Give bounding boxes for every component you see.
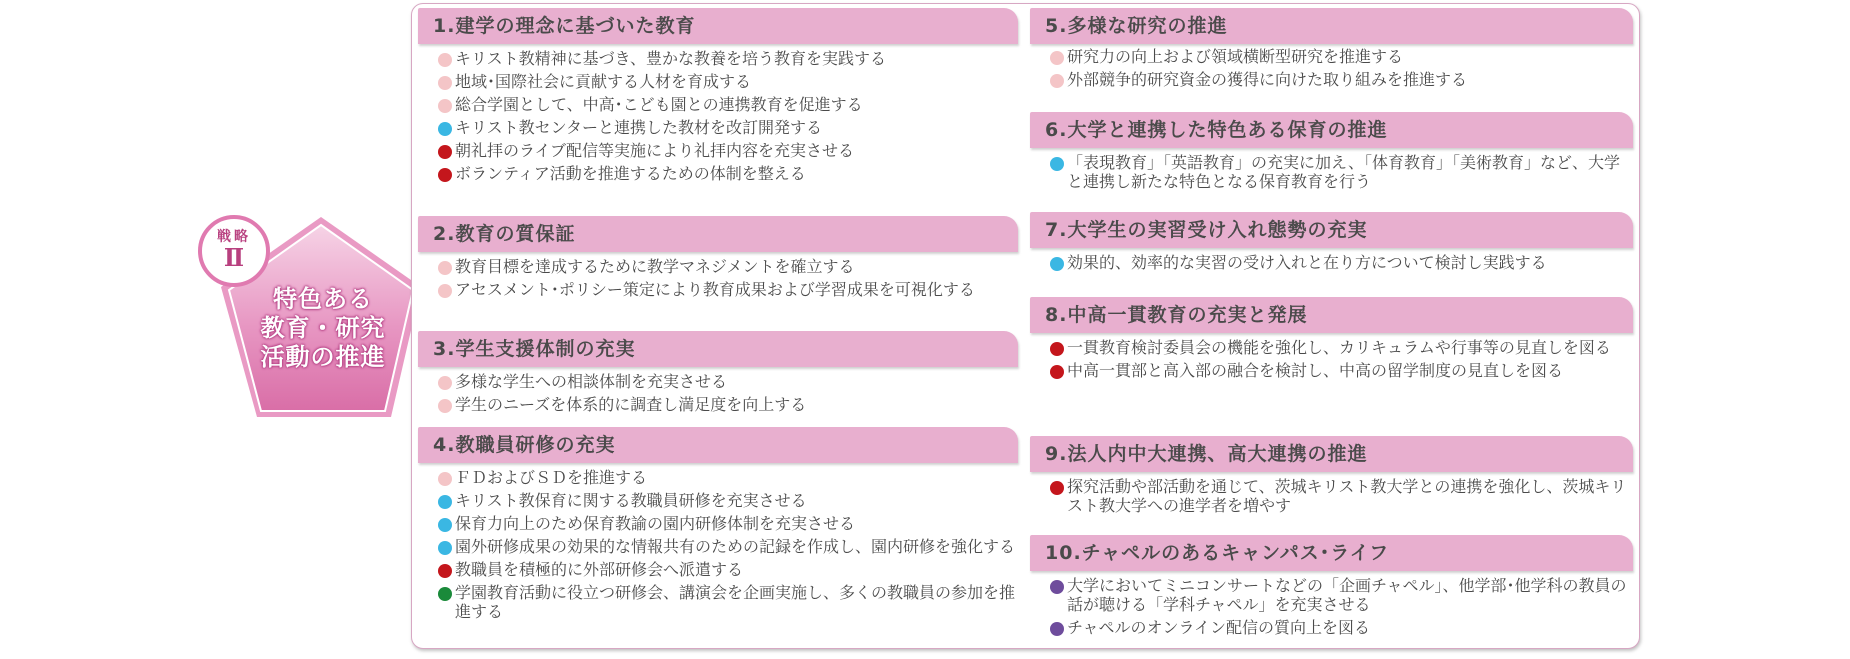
blue-bullet-icon [1050,157,1064,171]
item-text: ボランティア活動を推進するための体制を整える [455,164,806,183]
list-item [1050,477,1633,515]
list-item [438,491,1018,510]
red-bullet-icon [1050,342,1064,356]
red-bullet-icon [1050,481,1064,495]
pink-bullet-icon [438,76,452,90]
list-item [1050,47,1633,66]
badge-label: 戦略 [217,229,251,245]
red-bullet-icon [438,168,452,182]
item-text: 地域･国際社会に貢献する人材を育成する [455,72,752,91]
item-text: 学園教育活動に役立つ研修会、講演会を企画実施し、多くの教職員の参加を推進する [455,583,1016,621]
list-item [438,537,1018,556]
item-text: 探究活動や部活動を通じて、茨城キリスト教大学との連携を強化し、茨城キリスト教大学への進学者を増やす [1067,477,1627,515]
section-title: 10.チャペルのあるキャンパス･ライフ [1030,535,1633,571]
emblem-title [238,285,408,372]
item-list [1030,472,1633,515]
blue-bullet-icon [438,518,452,532]
list-item [438,372,1018,391]
section-title: 1.建学の理念に基づいた教育 [418,8,1018,44]
list-item [438,583,1018,621]
section-title: 3.学生支援体制の充実 [418,331,1018,367]
list-item [1050,576,1633,614]
section-title: 9.法人内中大連携、高大連携の推進 [1030,436,1633,472]
item-list [1030,148,1633,191]
list-item [1050,70,1633,89]
pink-bullet-icon [438,99,452,113]
section-title: 5.多様な研究の推進 [1030,8,1633,44]
section-title: 8.中高一貫教育の充実と発展 [1030,297,1633,333]
blue-bullet-icon [438,122,452,136]
item-list [418,463,1018,621]
item-text: 園外研修成果の効果的な情報共有のための記録を作成し、園内研修を強化する [455,537,1016,556]
item-list [1030,333,1633,380]
purple-bullet-icon [1050,622,1064,636]
section-title: 6.大学と連携した特色ある保育の推進 [1030,112,1633,148]
section-2 [418,216,1018,303]
item-text: アセスメント･ポリシー策定により教育成果および学習成果を可視化する [455,280,975,299]
section-title: 7.大学生の実習受け入れ態勢の充実 [1030,212,1633,248]
strategy-badge [198,215,270,287]
item-text: キリスト教保育に関する教職員研修を充実させる [455,491,807,510]
pink-bullet-icon [438,284,452,298]
section-title: 2.教育の質保証 [418,216,1018,252]
item-text: 大学においてミニコンサートなどの「企画チャペル」、他学部･他学科の教員の話が聴ける「学科チャペル」を充実させる [1067,576,1627,614]
item-text: 外部競争的研究資金の獲得に向けた取り組みを推進する [1067,70,1468,89]
pink-bullet-icon [438,53,452,67]
item-text: 研究力の向上および領域横断型研究を推進する [1067,47,1404,66]
item-text: キリスト教精神に基づき、豊かな教養を培う教育を実践する [455,49,887,68]
section-4 [418,427,1018,625]
section-5 [1030,8,1633,93]
emblem-title-line: 活動の推進 [260,343,386,371]
emblem-title-line: 特色ある [273,285,373,313]
list-item [1050,253,1633,272]
section-1 [418,8,1018,187]
red-bullet-icon [438,145,452,159]
section-title: 4.教職員研修の充実 [418,427,1018,463]
section-9 [1030,436,1633,519]
item-text: チャペルのオンライン配信の質向上を図る [1067,618,1371,637]
purple-bullet-icon [1050,580,1064,594]
list-item [1050,618,1633,637]
blue-bullet-icon [438,495,452,509]
item-text: 教職員を積極的に外部研修会へ派遣する [455,560,744,579]
red-bullet-icon [438,564,452,578]
item-text: 「表現教育」「英語教育」の充実に加え、「体育教育」「美術教育」など、大学と連携し新たな特色となる保育教育を行う [1067,153,1620,191]
blue-bullet-icon [438,541,452,555]
badge-number: Ⅱ [223,243,245,272]
list-item [438,395,1018,414]
item-text: 総合学園として、中高･こども園との連携教育を促進する [455,95,863,114]
section-7 [1030,212,1633,276]
item-text: 朝礼拝のライブ配信等実施により礼拝内容を充実させる [455,141,855,160]
list-item [438,141,1018,160]
section-10 [1030,535,1633,641]
item-text: 多様な学生への相談体制を充実させる [455,372,728,391]
list-item [1050,361,1633,380]
pink-bullet-icon [438,472,452,486]
pink-bullet-icon [1050,74,1064,88]
section-6 [1030,112,1633,195]
item-text: 保育力向上のため保育教諭の園内研修体制を充実させる [455,514,856,533]
item-text: キリスト教センターと連携した教材を改訂開発する [455,118,823,137]
item-list [418,367,1018,414]
list-item [438,468,1018,487]
red-bullet-icon [1050,365,1064,379]
list-item [438,95,1018,114]
item-list [418,44,1018,183]
item-text: 一貫教育検討委員会の機能を強化し、カリキュラムや行事等の見直しを図る [1067,338,1611,357]
section-3 [418,331,1018,418]
green-bullet-icon [438,587,452,601]
item-text: 学生のニーズを体系的に調査し満足度を向上する [455,395,807,414]
item-list [1030,248,1633,272]
list-item [438,257,1018,276]
item-list [418,252,1018,299]
list-item [438,514,1018,533]
pink-bullet-icon [1050,51,1064,65]
item-text: 教育目標を達成するために教学マネジメントを確立する [455,257,855,276]
list-item [1050,153,1633,191]
list-item [438,118,1018,137]
item-list [1030,44,1633,89]
item-text: ＦＤおよびＳＤを推進する [455,468,648,487]
list-item [438,49,1018,68]
item-list [1030,571,1633,637]
emblem-title-line: 教育・研究 [260,314,386,342]
list-item [438,560,1018,579]
pink-bullet-icon [438,399,452,413]
list-item [438,72,1018,91]
list-item [438,164,1018,183]
section-8 [1030,297,1633,384]
blue-bullet-icon [1050,257,1064,271]
pink-bullet-icon [438,261,452,275]
item-text: 中高一貫部と高入部の融合を検討し、中高の留学制度の見直しを図る [1067,361,1564,380]
item-text: 効果的、効率的な実習の受け入れと在り方について検討し実践する [1067,253,1547,272]
list-item [438,280,1018,299]
pink-bullet-icon [438,376,452,390]
list-item [1050,338,1633,357]
